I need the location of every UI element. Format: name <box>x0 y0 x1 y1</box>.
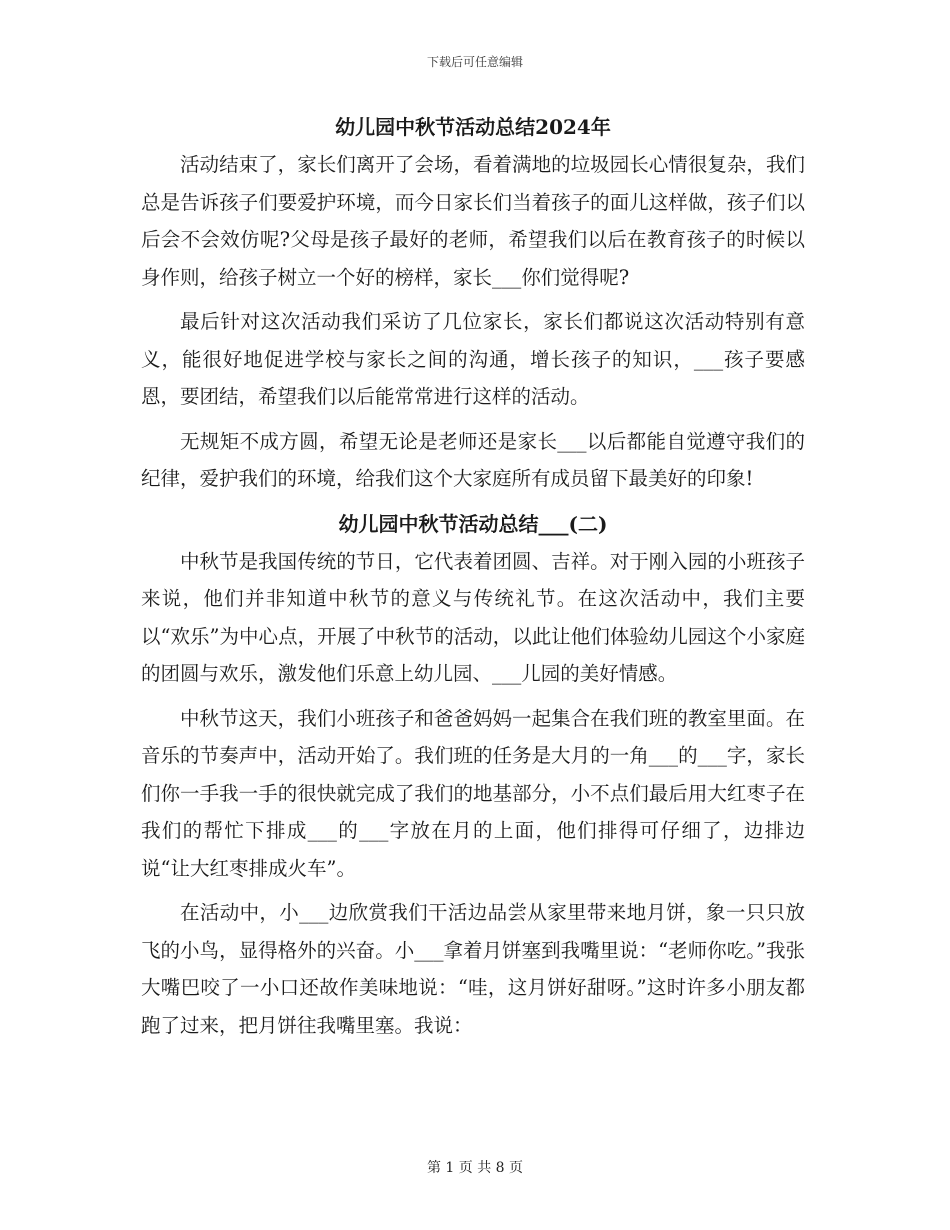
section-title: 幼儿园中秋节活动总结___(二) <box>338 511 608 536</box>
paragraph: 中秋节是我国传统的节日，它代表着团圆、吉祥。对于刚入园的小班孩子来说，他们并非知道中秋节的意义与传统礼节。在这次活动中，我们主要以“欢乐”为中心点，开展了中秋节的活动，以此让他们体验幼儿园这个小家庭的团圆与欢乐，激发他们乐意上幼儿园、___儿园的美好情感。 <box>141 549 805 685</box>
paragraph: 活动结束了，家长们离开了会场，看着满地的垃圾园长心情很复杂，我们总是告诉孩子们要爱护环境，而今日家长们当着孩子的面儿这样做，孩子们以后会不会效仿呢?父母是孩子最好的老师，希望我们以后在教育孩子的时候以身作则，给孩子树立一个好的榜样，家长___你们觉得呢? <box>141 153 805 289</box>
paragraph: 无规矩不成方圆，希望无论是老师还是家长___以后都能自觉遵守我们的纪律，爱护我们的环境，给我们这个大家庭所有成员留下最美好的印象! <box>141 429 805 490</box>
paragraph: 在活动中，小___边欣赏我们干活边品尝从家里带来地月饼，象一只只放飞的小鸟，显得格外的兴奋。小___拿着月饼塞到我嘴里说：“老师你吃。”我张大嘴巴咬了一小口还故作美味地说：“哇，这月饼好甜呀。”这时许多小朋友都跑了过来，把月饼往我嘴里塞。我说： <box>141 901 805 1037</box>
document-title: 幼儿园中秋节活动总结2024年 <box>335 115 611 139</box>
document-body <box>141 108 805 1044</box>
page-footer: 第 1 页 共 8 页 <box>426 1160 524 1176</box>
page-header: 下载后可任意编辑 <box>426 55 523 69</box>
paragraph: 最后针对这次活动我们采访了几位家长，家长们都说这次活动特别有意义，能很好地促进学校与家长之间的沟通，增长孩子的知识，___孩子要感恩，要团结，希望我们以后能常常进行这样的活动。 <box>141 310 805 408</box>
paragraph: 中秋节这天，我们小班孩子和爸爸妈妈一起集合在我们班的教室里面。在音乐的节奏声中，活动开始了。我们班的任务是大月的一角___的___字，家长们你一手我一手的很快就完成了我们的地基部分，小不点们最后用大红枣子在我们的帮忙下排成___的___字放在月的上面，他们排得可仔细了，边排边说“让大红枣排成火车”。 <box>141 706 805 880</box>
